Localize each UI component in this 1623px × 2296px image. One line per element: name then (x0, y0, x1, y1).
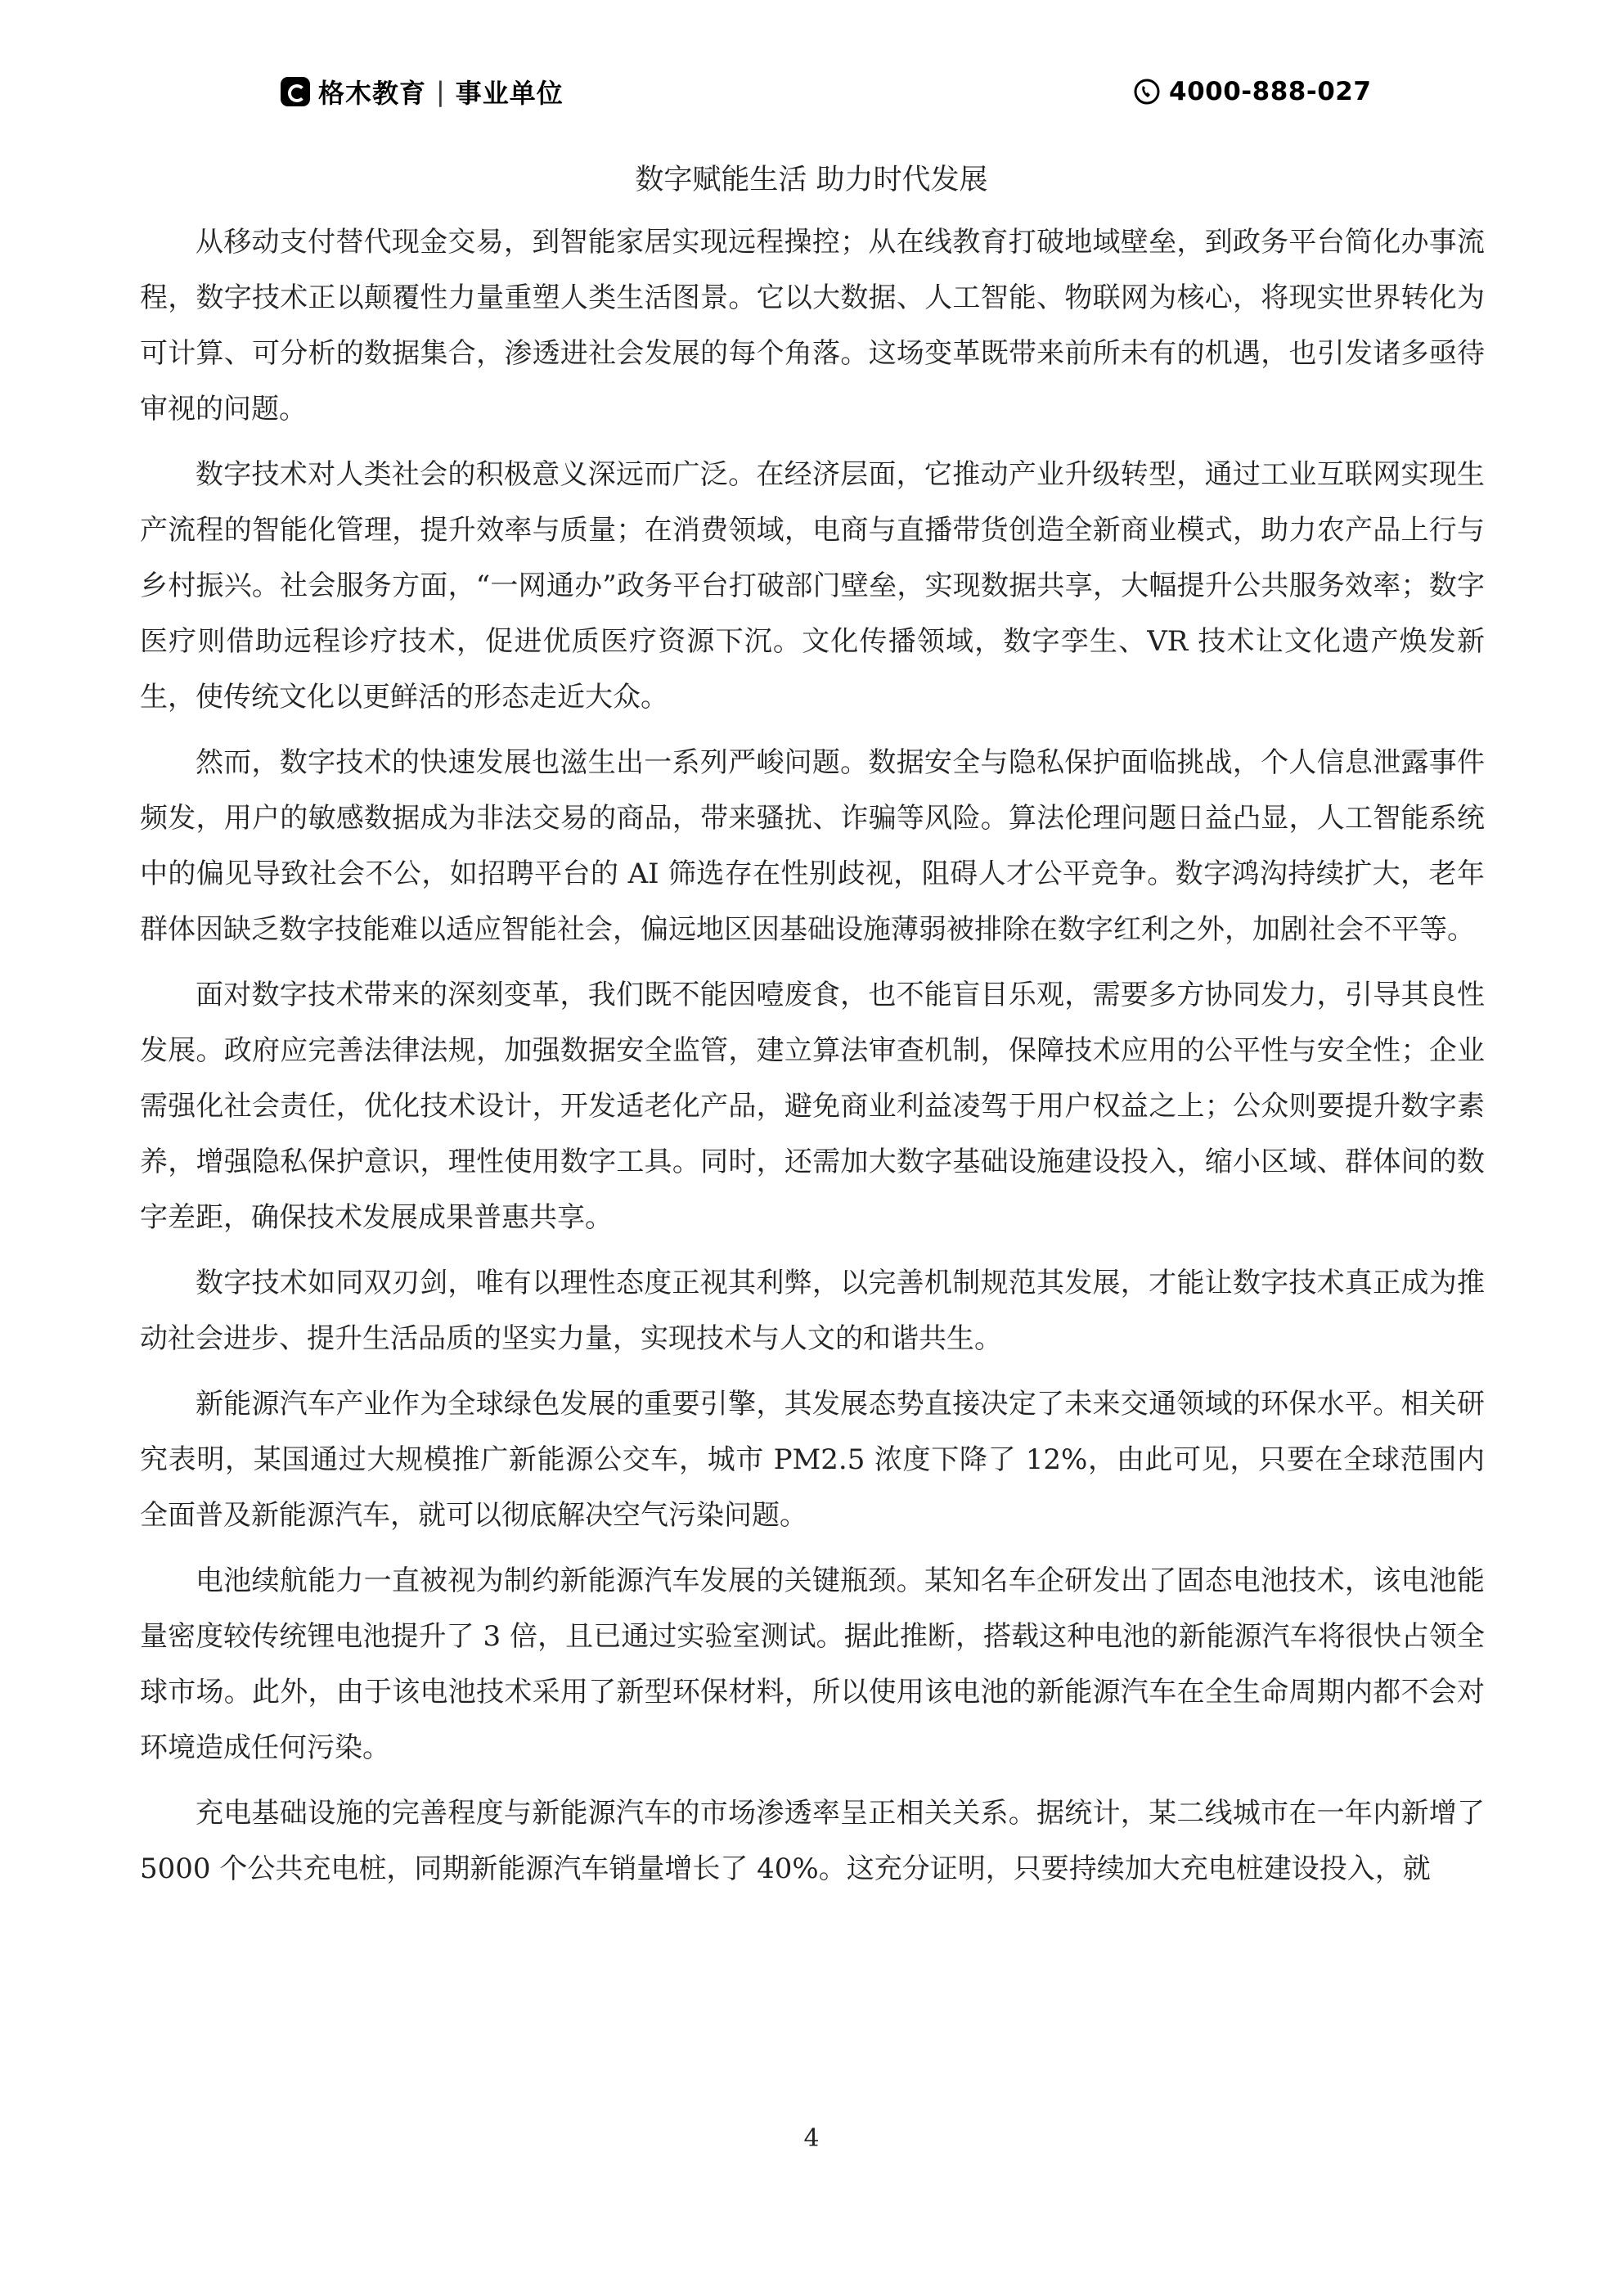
phone-icon (1133, 78, 1161, 106)
brand-subtitle: 事业单位 (455, 78, 564, 109)
hotline (1133, 72, 1371, 111)
paragraph: 面对数字技术带来的深刻变革，我们既不能因噎废食，也不能盲目乐观，需要多方协同发力，引导其良性发展。政府应完善法律法规，加强数据安全监管，建立算法审查机制，保障技术应用的公平性与安全性；企业需强化社会责任，优化技术设计，开发适老化产品，避免商业利益凌驾于用户权益之上；公众则要提升数字素养，增强隐私保护意识，理性使用数字工具。同时，还需加大数字基础设施建设投入，缩小区域、群体间的数字差距，确保技术发展成果普惠共享。 (140, 979, 1485, 1234)
paragraph: 数字技术对人类社会的积极意义深远而广泛。在经济层面，它推动产业升级转型，通过工业互联网实现生产流程的智能化管理，提升效率与质量；在消费领域，电商与直播带货创造全新商业模式，助力农产品上行与乡村振兴。社会服务方面，“一网通办”政务平台打破部门壁垒，实现数据共享，大幅提升公共服务效率；数字医疗则借助远程诊疗技术，促进优质医疗资源下沉。文化传播领域，数字孪生、VR 技术让文化遗产焕发新生，使传统文化以更鲜活的形态走近大众。 (140, 458, 1485, 714)
article-body (140, 214, 1485, 1907)
paragraph: 数字技术如同双刃剑，唯有以理性态度正视其利弊，以完善机制规范其发展，才能让数字技术真正成为推动社会进步、提升生活品质的坚实力量，实现技术与人文的和谐共生。 (140, 1267, 1485, 1355)
paragraph: 然而，数字技术的快速发展也滋生出一系列严峻问题。数据安全与隐私保护面临挑战，个人信息泄露事件频发，用户的敏感数据成为非法交易的商品，带来骚扰、诈骗等风险。算法伦理问题日益凸显，人工智能系统中的偏见导致社会不公，如招聘平台的 AI 筛选存在性别歧视，阻碍人才公平竞争。数字鸿沟持续扩大，老年群体因缺乏数字技能难以适应智能社会，偏远地区因基础设施薄弱被排除在数字红利之外，加剧社会不平等。 (140, 746, 1485, 946)
brand-name: 格木教育 (318, 78, 427, 109)
hotline-number: 4000-888-027 (1169, 77, 1372, 106)
article-title: 数字赋能生活 助力时代发展 (635, 164, 988, 196)
paragraph: 电池续航能力一直被视为制约新能源汽车发展的关键瓶颈。某知名车企研发出了固态电池技术，该电池能量密度较传统锂电池提升了 3 倍，且已通过实验室测试。据此推断，搭载这种电池的新能源汽车将很快占领全球市场。此外，由于该电池技术采用了新型环保材料，所以使用该电池的新能源汽车在全生命周期内都不会对环境造成任何污染。 (140, 1564, 1485, 1764)
paragraph: 充电基础设施的完善程度与新能源汽车的市场渗透率呈正相关关系。据统计，某二线城市在一年内新增了 5000 个公共充电桩，同期新能源汽车销量增长了 40%。这充分证明，只要持续加大充电桩建设投入，就 (140, 1797, 1485, 1885)
gemu-logo-icon (281, 77, 310, 106)
page-number: 4 (803, 2124, 820, 2153)
brand-separator: | (436, 76, 446, 107)
page-header (0, 72, 1623, 111)
paragraph: 从移动支付替代现金交易，到智能家居实现远程操控；从在线教育打破地域壁垒，到政务平台简化办事流程，数字技术正以颠覆性力量重塑人类生活图景。它以大数据、人工智能、物联网为核心，将现实世界转化为可计算、可分析的数据集合，渗透进社会发展的每个角落。这场变革既带来前所未有的机遇，也引发诸多亟待审视的问题。 (140, 226, 1485, 425)
brand (281, 72, 564, 111)
paragraph: 新能源汽车产业作为全球绿色发展的重要引擎，其发展态势直接决定了未来交通领域的环保水平。相关研究表明，某国通过大规模推广新能源公交车，城市 PM2.5 浓度下降了 12%，由此可见，只要在全球范围内全面普及新能源汽车，就可以彻底解决空气污染问题。 (140, 1388, 1485, 1532)
